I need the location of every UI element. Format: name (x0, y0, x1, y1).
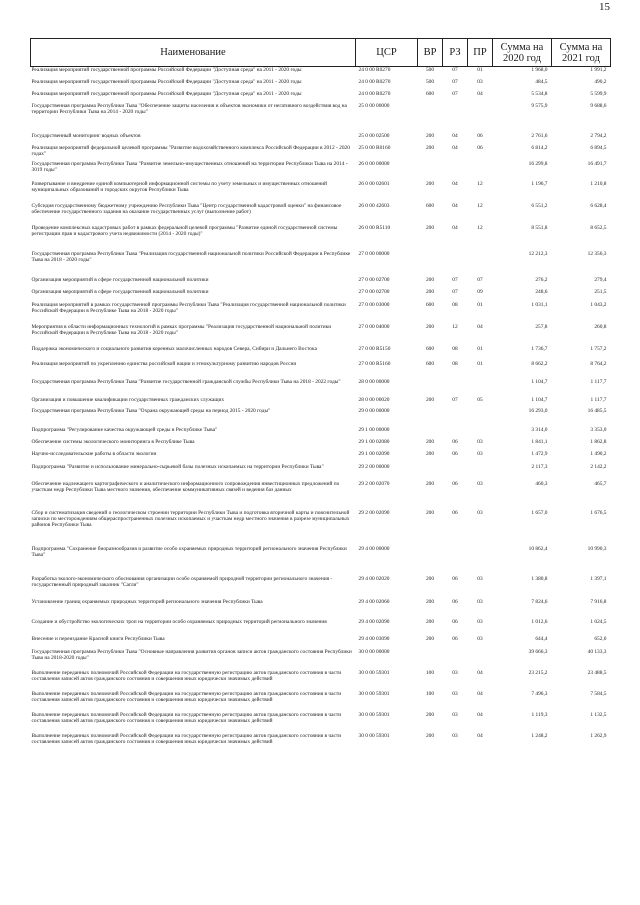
row-name: Подпрограмма "Сохранение биоразнообразия и развитие особо охраняемых природных территорий регионального значения Республики Тыва" (31, 545, 347, 558)
row-sum-2020: 1 104,7 (531, 396, 548, 403)
row-sum-2020: 1 031,1 (531, 301, 548, 308)
row-csr: 27 0 00 02700 (358, 276, 390, 283)
row-vr: 200 (425, 480, 435, 487)
row-pr: 01 (477, 345, 483, 352)
row-sum-2020: 1 196,7 (531, 180, 548, 187)
row-vr: 200 (425, 618, 435, 625)
row-rz (443, 161, 468, 181)
row-sum-2021: 1 024,5 (590, 618, 607, 625)
row-rz: 12 (452, 323, 458, 330)
row-rz: 03 (452, 711, 458, 718)
row-sum-2020: 2 117,3 (531, 463, 548, 470)
row-vr: 200 (425, 144, 435, 151)
row-sum-2021: 1 132,5 (590, 711, 607, 718)
row-sum-2020: 484,5 (535, 78, 548, 85)
row-csr: 29 4 00 02090 (358, 618, 390, 625)
row-vr: 200 (425, 509, 435, 516)
row-vr: 200 (425, 635, 435, 642)
row-vr: 500 (425, 67, 435, 73)
row-name: Государственная программа Республики Тыва "Реализация государственной национальной политики Российской Федерации в Республике Тыва на 2018 - 2020 годы" (31, 250, 351, 263)
row-name: Внесение и переиздание Красной книги Республики Тыва (31, 635, 165, 642)
row-pr: 03 (477, 438, 483, 445)
row-name: Государственная программа Республики Тыва "Обеспечение защиты населения и объектов экономики от негативного воздействия вод на территории Республики Тыва на 2014 - 2020 годы" (31, 102, 347, 115)
row-sum-2020: 1 657,0 (531, 509, 548, 516)
row-sum-2020: 16 299,8 (528, 160, 548, 167)
row-sum-2020: 1 968,0 (531, 67, 548, 73)
row-rz: 07 (452, 67, 458, 73)
row-rz: 07 (452, 276, 458, 283)
row-sum-2020: 8 551,8 (531, 224, 548, 231)
row-pr (468, 379, 493, 397)
row-sum-2021: 1 117,7 (590, 378, 607, 385)
row-sum-2020: 8 662,2 (531, 360, 548, 367)
row-vr (418, 427, 443, 439)
row-sum-2020: 16 293,0 (528, 407, 548, 414)
row-sum-2021: 1 490,2 (590, 450, 607, 457)
row-csr: 25 0 00 02500 (358, 132, 390, 139)
row-vr (418, 649, 443, 670)
table-row (31, 67, 611, 79)
table-row (31, 324, 611, 346)
row-name: Подпрограмма "Развитие и использование минерально-сырьевой базы полезных ископаемых на территории Республики Тыва" (31, 463, 324, 470)
row-pr: 01 (477, 301, 483, 308)
row-sum-2020: 7 496,3 (531, 690, 548, 697)
row-sum-2020: 39 666,3 (528, 648, 548, 655)
row-sum-2021: 1 117,7 (590, 396, 607, 403)
table-row (31, 361, 611, 379)
row-csr: 29 2 00 02090 (358, 509, 390, 516)
row-vr (418, 408, 443, 427)
row-rz (443, 408, 468, 427)
row-pr: 04 (477, 690, 483, 697)
row-pr: 09 (477, 288, 483, 295)
row-csr: 27 0 00 04000 (358, 323, 390, 330)
row-csr: 29 4 00 03090 (358, 635, 390, 642)
row-vr: 200 (425, 276, 435, 283)
row-csr: 29 4 00 00000 (358, 545, 390, 552)
row-vr (418, 161, 443, 181)
row-pr: 04 (477, 90, 483, 97)
row-csr: 26 0 00 42603 (358, 202, 390, 209)
row-rz: 04 (452, 144, 458, 151)
row-sum-2021: 8 652,5 (590, 224, 607, 231)
row-vr: 200 (425, 732, 435, 739)
row-sum-2020: 257,8 (535, 323, 548, 330)
row-rz: 07 (452, 78, 458, 85)
row-vr: 200 (425, 396, 435, 403)
table-row (31, 464, 611, 481)
table-row (31, 277, 611, 289)
row-name: Реализация мероприятий государственной программы Российской Федерации "Доступная среда" на 2011 - 2020 годы (31, 78, 302, 85)
row-name: Обеспечение надлежащего картографического и аналитического информационного сопровождения инвестиционных предложений по участкам недр Республики Тыва местного значения, обеспечение коммуникативных связей и ведения баз данных (31, 480, 340, 493)
row-pr: 04 (477, 711, 483, 718)
table-row (31, 379, 611, 397)
row-vr (418, 103, 443, 133)
row-name: Выполнение переданных полномочий Российской Федерации на государственную регистрацию актов гражданского состояния в части составления записей актов гражданского состояния и совершения иных юридически значимых действий (31, 711, 342, 724)
row-vr: 200 (425, 575, 435, 582)
row-pr: 03 (477, 78, 483, 85)
row-sum-2020: 5 534,8 (531, 90, 548, 97)
row-sum-2020: 10 862,4 (528, 545, 548, 552)
row-csr: 29 1 00 00000 (358, 426, 390, 433)
row-vr (418, 546, 443, 576)
row-name: Организация и повышение квалификации государственных гражданских служащих (31, 396, 225, 403)
row-pr: 06 (477, 144, 483, 151)
table-row (31, 619, 611, 636)
row-csr: 28 0 00 00000 (358, 378, 390, 385)
row-pr: 12 (477, 202, 483, 209)
row-sum-2021: 23 488,5 (587, 669, 607, 676)
row-csr: 29 0 00 00000 (358, 407, 390, 414)
row-pr: 04 (477, 323, 483, 330)
row-sum-2021: 16 491,7 (587, 160, 607, 167)
row-pr (468, 161, 493, 181)
table-row (31, 302, 611, 324)
table-row (31, 599, 611, 619)
row-name: Реализация мероприятий федеральной целевой программы "Развитие водохозяйственного комплекса Российской Федерации в 2012 - 2020 годах" (31, 144, 350, 157)
row-name: Государственная программа Республики Тыва "Развитие государственной гражданской службы Республики Тыва на 2018 - 2022 годы" (31, 378, 341, 385)
row-rz: 04 (452, 132, 458, 139)
row-csr: 29 2 00 00000 (358, 463, 390, 470)
row-sum-2021: 7 916,8 (590, 598, 607, 605)
row-pr: 03 (477, 635, 483, 642)
table-row (31, 546, 611, 576)
row-rz: 06 (452, 575, 458, 582)
row-rz: 06 (452, 598, 458, 605)
row-vr: 200 (425, 711, 435, 718)
row-name: Обеспечение системы экологического мониторинга в Республике Тыва (31, 438, 195, 445)
row-name: Субсидия государственному бюджетному учреждению Республики Тыва "Центр государственной кадастровой оценки" на финансовое обеспечение государственного задания на оказание государственных услуг (выполнение работ) (31, 202, 342, 215)
row-sum-2021: 1 210,8 (590, 180, 607, 187)
row-rz: 07 (452, 288, 458, 295)
row-pr: 04 (477, 732, 483, 739)
row-pr (468, 251, 493, 277)
row-sum-2020: 1 104,7 (531, 378, 548, 385)
row-vr: 200 (425, 180, 435, 187)
row-rz: 08 (452, 301, 458, 308)
row-vr: 600 (425, 345, 435, 352)
table-row (31, 145, 611, 161)
row-sum-2020: 1 119,3 (531, 711, 548, 718)
row-sum-2020: 12 212,3 (528, 250, 548, 257)
table-row (31, 691, 611, 712)
row-rz: 04 (452, 202, 458, 209)
row-name: Научно-исследовательские работы в области экологии (31, 450, 157, 457)
row-rz (443, 649, 468, 670)
row-name: Организация мероприятий в сфере государственной национальной политики (31, 288, 209, 295)
row-vr: 200 (425, 323, 435, 330)
row-sum-2021: 1 043,2 (590, 301, 607, 308)
row-sum-2021: 1 862,8 (590, 438, 607, 445)
row-sum-2020: 1 841,1 (531, 438, 548, 445)
table-row (31, 439, 611, 451)
row-sum-2021: 6 628,4 (590, 202, 607, 209)
row-sum-2021: 1 757,2 (590, 345, 607, 352)
row-name: Государственная программа Республики Тыва "Развитие земельно-имущественных отношений на территории Республики Тыва на 2014 - 3019 годы" (31, 160, 348, 173)
row-csr: 29 4 00 02020 (358, 575, 390, 582)
table-row (31, 451, 611, 464)
row-rz: 06 (452, 618, 458, 625)
row-rz: 06 (452, 635, 458, 642)
row-pr (468, 464, 493, 481)
row-pr (468, 649, 493, 670)
row-rz: 04 (452, 224, 458, 231)
row-vr: 200 (425, 598, 435, 605)
row-vr: 200 (425, 132, 435, 139)
row-vr: 200 (425, 438, 435, 445)
header-name: Наименование (31, 39, 356, 67)
row-name: Развертывание и внедрение единой компьютерной информационной системы по учету земельных и имущественных отношений муниципальных образований и городских округов Республики Тыва (31, 180, 328, 193)
row-sum-2021: 10 990,3 (587, 545, 607, 552)
row-sum-2021: 2 142,2 (590, 463, 607, 470)
row-sum-2020: 3 314,0 (531, 426, 548, 433)
row-pr: 07 (477, 276, 483, 283)
row-csr: 26 0 00 00000 (358, 160, 390, 167)
table-row (31, 161, 611, 181)
row-rz (443, 379, 468, 397)
row-rz: 04 (452, 180, 458, 187)
row-csr: 29 1 00 02090 (358, 450, 390, 457)
row-sum-2020: 6 814,2 (531, 144, 548, 151)
header-sum-2020: Сумма на 2020 год (493, 39, 552, 67)
row-sum-2020: 460,3 (535, 480, 548, 487)
row-sum-2020: 644,4 (535, 635, 548, 642)
row-sum-2021: 3 353,0 (590, 426, 607, 433)
row-rz: 03 (452, 669, 458, 676)
row-sum-2021: 1 262,9 (590, 732, 607, 739)
row-rz: 03 (452, 732, 458, 739)
row-rz (443, 103, 468, 133)
table-row (31, 346, 611, 361)
table-row (31, 481, 611, 510)
row-pr: 12 (477, 180, 483, 187)
row-pr: 03 (477, 575, 483, 582)
row-rz: 06 (452, 509, 458, 516)
row-sum-2020: 1 248,2 (531, 732, 548, 739)
row-vr: 600 (425, 360, 435, 367)
header-csr: ЦСР (356, 39, 418, 67)
row-sum-2021: 8 764,2 (590, 360, 607, 367)
row-rz: 06 (452, 480, 458, 487)
row-pr: 03 (477, 450, 483, 457)
row-rz (443, 464, 468, 481)
row-pr: 03 (477, 480, 483, 487)
row-csr: 27 0 00 03000 (358, 301, 390, 308)
row-csr: 30 0 00 59301 (358, 690, 390, 697)
row-vr: 500 (425, 78, 435, 85)
row-pr (468, 546, 493, 576)
table-row (31, 397, 611, 408)
row-csr: 30 0 00 59301 (358, 711, 390, 718)
row-rz (443, 251, 468, 277)
row-name: Государственная программа Республики Тыва "Основные направления развития органов записи актов гражданского состояния Республики Тыва на 2018-2020 годы" (31, 648, 352, 661)
row-sum-2020: 9 575,9 (531, 102, 548, 109)
row-vr: 200 (425, 224, 435, 231)
table-row (31, 103, 611, 133)
row-sum-2020: 276,2 (535, 276, 548, 283)
row-sum-2020: 6 551,2 (531, 202, 548, 209)
row-csr: 29 4 00 02060 (358, 598, 390, 605)
row-name: Разработка эколого-экономического обоснования организации особо охраняемой природной территории регионального значения - государственный природный заказник "Сагли" (31, 575, 333, 588)
table-row (31, 712, 611, 733)
row-sum-2021: 6 894,5 (590, 144, 607, 151)
row-csr: 30 0 00 59301 (358, 732, 390, 739)
row-csr: 25 0 00 00000 (358, 102, 390, 109)
row-sum-2020: 1 736,7 (531, 345, 548, 352)
row-vr: 100 (425, 669, 435, 676)
row-sum-2021: 1 991,2 (590, 67, 607, 73)
table-row (31, 181, 611, 203)
row-rz: 08 (452, 345, 458, 352)
row-csr: 24 0 00 R0270 (358, 67, 391, 73)
header-pr: ПР (468, 39, 493, 67)
table-row (31, 225, 611, 251)
row-vr: 200 (425, 288, 435, 295)
header-rz: РЗ (443, 39, 468, 67)
table-row (31, 133, 611, 145)
row-pr (468, 408, 493, 427)
row-sum-2021: 1 676,5 (590, 509, 607, 516)
table-row (31, 510, 611, 546)
row-sum-2020: 1 472,9 (531, 450, 548, 457)
row-name: Мероприятия в области информационных технологий в рамках программы "Реализация государственной национальной политики Российской Федерации в Республике Тыва на 2018 - 2020 годы" (31, 323, 332, 336)
row-csr: 27 0 00 R5160 (358, 360, 391, 367)
row-pr: 01 (477, 67, 483, 73)
row-sum-2021: 251,5 (594, 288, 607, 295)
row-sum-2020: 1 012,6 (531, 618, 548, 625)
table-header-row (31, 39, 611, 67)
row-sum-2021: 490,2 (594, 78, 607, 85)
row-csr: 26 0 00 02601 (358, 180, 390, 187)
row-sum-2021: 465,7 (594, 480, 607, 487)
row-name: Реализация мероприятий в рамках государственной программы Республики Тыва "Реализация государственной национальной политики Российской Федерации в Республике Тыва на 2018 - 2020 годы" (31, 301, 346, 314)
row-pr: 03 (477, 598, 483, 605)
row-csr: 29 2 00 02070 (358, 480, 390, 487)
row-sum-2021: 16 485,5 (587, 407, 607, 414)
table-row (31, 636, 611, 649)
row-sum-2020: 23 215,2 (528, 669, 548, 676)
table-row (31, 408, 611, 427)
table-row (31, 670, 611, 691)
row-pr (468, 103, 493, 133)
row-csr: 27 0 00 00000 (358, 250, 390, 257)
row-csr: 27 0 00 02700 (358, 288, 390, 295)
row-name: Выполнение переданных полномочий Российской Федерации на государственную регистрацию актов гражданского состояния в части составления записей актов гражданского состояния и совершения иных юридически значимых действий (31, 669, 342, 682)
table-row (31, 649, 611, 670)
row-vr: 600 (425, 202, 435, 209)
row-csr: 30 0 00 59301 (358, 669, 390, 676)
row-sum-2020: 2 761,6 (531, 132, 548, 139)
row-rz: 07 (452, 90, 458, 97)
row-csr: 27 0 00 R5150 (358, 345, 391, 352)
row-rz (443, 427, 468, 439)
row-sum-2021: 1 397,1 (590, 575, 607, 582)
row-name: Проведение комплексных кадастровых работ в рамках федеральной целевой программы "Развитие единой государственной системы регистрации прав и кадастрового учета недвижимости (2014 - 2020 годы)" (31, 224, 338, 237)
budget-table (30, 38, 611, 751)
header-sum-2021: Сумма на 2021 год (552, 39, 611, 67)
row-name: Реализация мероприятий государственной программы Российской Федерации "Доступная среда" на 2011 - 2020 годы (31, 67, 302, 73)
row-name: Организация мероприятий в сфере государственной национальной политики (31, 276, 209, 283)
table-row (31, 91, 611, 103)
table-row (31, 251, 611, 277)
row-sum-2021: 5 599,9 (590, 90, 607, 97)
row-csr: 30 0 00 00000 (358, 648, 390, 655)
row-name: Реализация мероприятий по укреплению единства российской нации и этнокультурному развитию народов России (31, 360, 297, 367)
row-csr: 29 1 00 02080 (358, 438, 390, 445)
row-pr: 01 (477, 360, 483, 367)
row-rz: 08 (452, 360, 458, 367)
row-vr: 600 (425, 301, 435, 308)
row-rz: 03 (452, 690, 458, 697)
row-rz: 06 (452, 438, 458, 445)
header-vr: ВР (418, 39, 443, 67)
row-csr: 28 0 00 00020 (358, 396, 390, 403)
row-pr: 06 (477, 132, 483, 139)
row-sum-2020: 7 824,6 (531, 598, 548, 605)
row-vr: 100 (425, 690, 435, 697)
table-row (31, 289, 611, 302)
row-name: Создание и обустройство экологических троп на территории особо охраняемых природных территорий регионального значения (31, 618, 327, 625)
row-vr (418, 251, 443, 277)
table-row (31, 79, 611, 91)
row-rz (443, 546, 468, 576)
row-pr: 04 (477, 669, 483, 676)
row-name: Выполнение переданных полномочий Российской Федерации на государственную регистрацию актов гражданского состояния в части составления записей актов гражданского состояния и совершения иных юридически значимых действий (31, 690, 342, 703)
row-name: Реализация мероприятий государственной программы Российской Федерации "Доступная среда" на 2011 - 2020 годы (31, 90, 302, 97)
row-rz: 06 (452, 450, 458, 457)
row-vr: 200 (425, 450, 435, 457)
row-name: Сбор и систематизация сведений о геологическом строении территории Республики Тыва и подготовка вторичной карты и пояснительной записки по месторождениям общераспространенных полезных ископаемых и участкам недр местного значения в разрезе муниципальных районов Республики Тыва (31, 509, 350, 528)
row-sum-2020: 1 380,8 (531, 575, 548, 582)
row-csr: 26 0 00 R5110 (358, 224, 391, 231)
row-pr: 03 (477, 618, 483, 625)
row-sum-2021: 9 688,6 (590, 102, 607, 109)
table-row (31, 427, 611, 439)
row-name: Установление границ охраняемых природных территорий регионального значения Республики Тыва (31, 598, 263, 605)
row-name: Государственный мониторинг водных объектов (31, 132, 141, 139)
row-name: Подпрограмма "Регулирование качества окружающей среды в Республике Тыва" (31, 426, 218, 433)
row-sum-2021: 260,8 (594, 323, 607, 330)
row-csr: 24 0 00 R0270 (358, 78, 391, 85)
row-vr (418, 379, 443, 397)
row-name: Государственная программа Республики Тыва "Охрана окружающей среды на период 2015 - 2020 годы" (31, 407, 271, 414)
table-row (31, 203, 611, 225)
row-sum-2021: 2 794,2 (590, 132, 607, 139)
row-sum-2021: 12 356,3 (587, 250, 607, 257)
row-sum-2020: 248,6 (535, 288, 548, 295)
table-row (31, 733, 611, 751)
row-csr: 24 0 00 R0270 (358, 90, 391, 97)
row-sum-2021: 652,0 (594, 635, 607, 642)
row-vr: 600 (425, 90, 435, 97)
row-csr: 25 0 00 R0160 (358, 144, 391, 151)
row-sum-2021: 279,4 (594, 276, 607, 283)
row-sum-2021: 7 584,5 (590, 690, 607, 697)
table-row (31, 576, 611, 599)
row-rz: 07 (452, 396, 458, 403)
row-vr (418, 464, 443, 481)
row-pr: 05 (477, 396, 483, 403)
row-pr: 03 (477, 509, 483, 516)
row-pr (468, 427, 493, 439)
row-name: Поддержка экономического и социального развития коренных малочисленных народов Севера, Сибири и Дальнего Востока (31, 345, 317, 352)
row-pr: 12 (477, 224, 483, 231)
row-name: Выполнение переданных полномочий Российской Федерации на государственную регистрацию актов гражданского состояния в части составления записей актов гражданского состояния и совершения иных юридически значимых действий (31, 732, 342, 745)
row-sum-2021: 40 133,3 (587, 648, 607, 655)
page-number: 15 (599, 1, 610, 13)
